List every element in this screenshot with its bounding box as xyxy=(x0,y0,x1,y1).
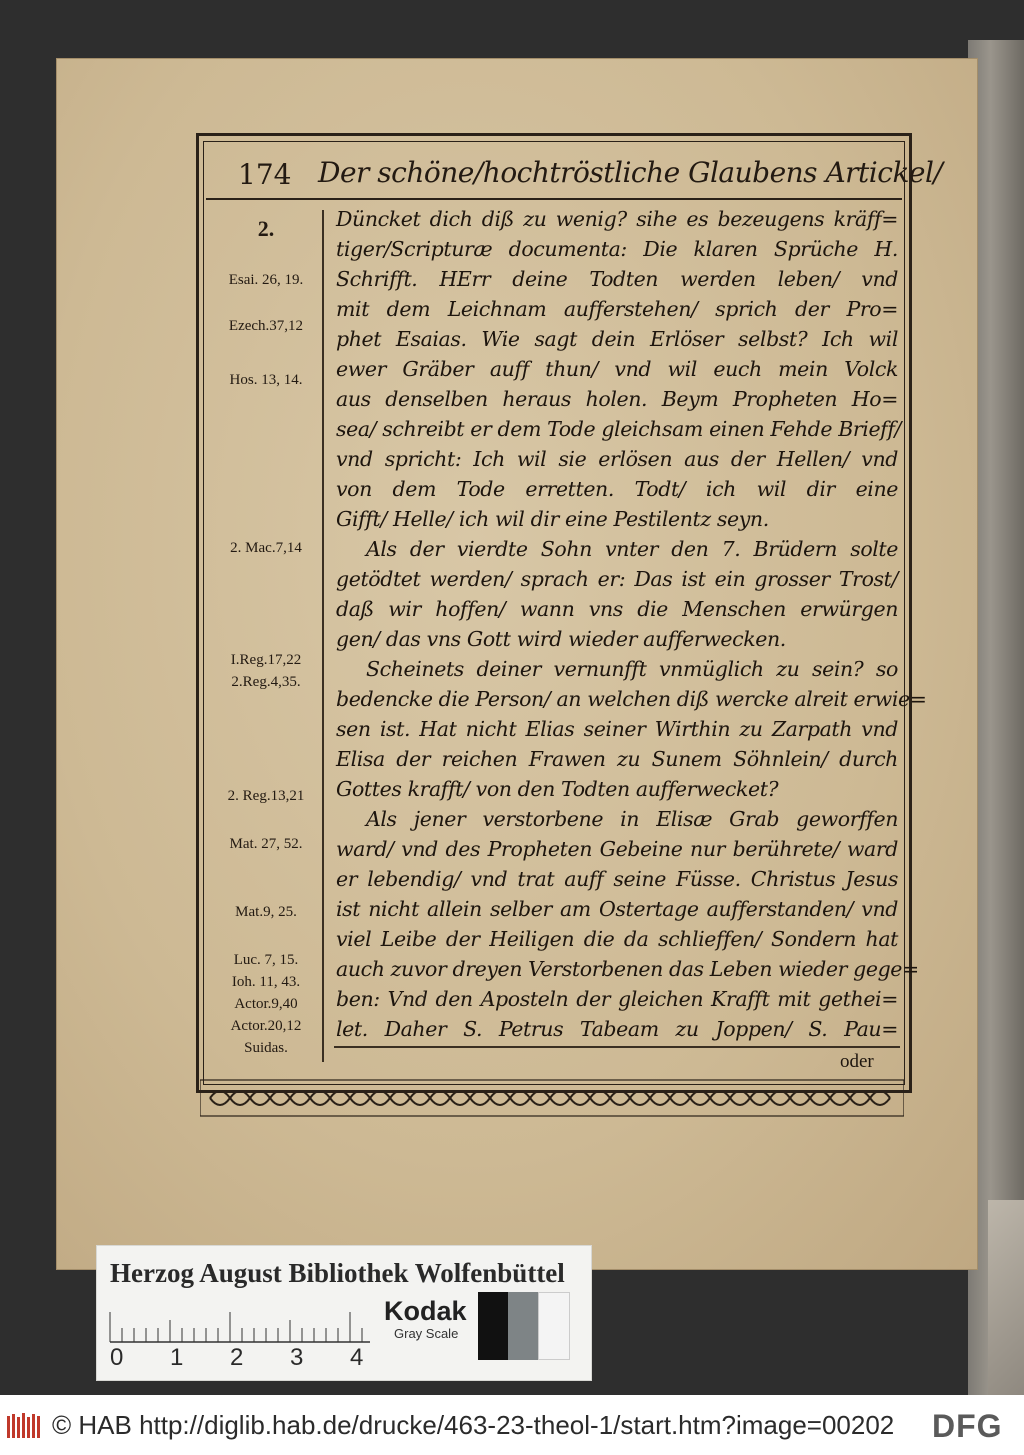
body-line: phet Esaias. Wie sagt dein Erlöser selbst? Ich wil xyxy=(336,327,898,351)
body-line: Elisa der reichen Frawen zu Sunem Söhnlein/ durch xyxy=(336,747,898,771)
ornamental-border xyxy=(200,1078,904,1118)
body-line: gen/ das vns Gott wird wieder aufferwecken. xyxy=(336,627,786,651)
margin-note: Mat.9, 25. xyxy=(235,904,297,920)
body-line: vnd spricht: Ich wil sie erlösen aus der Hellen/ vnd xyxy=(336,447,898,471)
body-line: viel Leibe der Heiligen die da schlieffen/ Sondern hat xyxy=(336,927,898,951)
body-line: getödtet werden/ sprach er: Das ist ein grosser Trost/ xyxy=(336,567,898,591)
ruler-number: 3 xyxy=(290,1344,304,1371)
body-line: Gottes krafft/ von den Todten aufferwecket? xyxy=(336,777,779,801)
body-line: tiger/Scripturæ documenta: Die klaren Sprüche H. xyxy=(336,237,898,261)
margin-note: Hos. 13, 14. xyxy=(229,372,303,388)
body-line: bedencke die Person/ an welchen diß wercke alreit erwie= xyxy=(336,687,927,711)
ruler-number: 2 xyxy=(230,1344,244,1371)
body-line: sen ist. Hat nicht Elias seiner Wirthin zu Zarpath vnd xyxy=(336,717,898,741)
kodak-brand: Kodak xyxy=(384,1296,467,1326)
body-line: ben: Vnd den Aposteln der gleichen Krafft mit gethei= xyxy=(336,987,898,1011)
gray-patch-white xyxy=(538,1292,570,1360)
margin-note: Luc. 7, 15. xyxy=(233,952,299,968)
margin-note: Esai. 26, 19. xyxy=(228,272,304,288)
body-line: ewer Gräber auff thun/ vnd wil euch mein Volck xyxy=(336,357,898,381)
body-line: sea/ schreibt er dem Tode gleichsam einen Fehde Brieff/ xyxy=(336,417,902,441)
dfg-logo: DFG xyxy=(932,1408,1003,1444)
header-rule xyxy=(206,198,902,200)
library-logo-icon xyxy=(6,1412,44,1440)
body-line: ward/ vnd des Propheten Gebeine nur berührete/ ward xyxy=(336,837,898,861)
body-line: Gifft/ Helle/ ich wil dir eine Pestilentz seyn. xyxy=(336,507,769,531)
margin-note: Actor.20,12 xyxy=(230,1018,302,1034)
body-line: Schrifft. HErr deine Todten werden leben/ vnd xyxy=(336,267,898,291)
body-line: auch zuvor dreyen Verstorbenen das Leben wieder gege= xyxy=(336,957,919,981)
margin-note: 2. Mac.7,14 xyxy=(230,540,302,556)
margin-note: Ezech.37,12 xyxy=(228,318,304,334)
body-line: Düncket dich diß zu wenig? sihe es bezeugens kräff= xyxy=(336,207,898,231)
running-head: Der schöne/hochtröstliche Glaubens Artickel/ xyxy=(318,156,943,189)
margin-note: Actor.9,40 xyxy=(234,996,298,1012)
margin-column-rule xyxy=(322,210,324,1062)
body-line: von dem Tode erretten. Todt/ ich wil dir eine xyxy=(336,477,898,501)
footer-rule xyxy=(334,1046,900,1048)
footer-credit-link[interactable]: © HAB http://diglib.hab.de/drucke/463-23-theol-1/start.htm?image=00202 xyxy=(52,1410,895,1440)
catchword: oder xyxy=(840,1051,874,1072)
gray-patch-mid xyxy=(508,1292,538,1360)
ruler-number: 4 xyxy=(350,1344,364,1371)
margin-note: 2.Reg.4,35. xyxy=(231,674,301,690)
body-line: Als der vierdte Sohn vnter den 7. Brüdern solte xyxy=(366,537,898,561)
ruler-number: 0 xyxy=(110,1344,124,1371)
gray-patch-black xyxy=(478,1292,508,1360)
section-number: 2. xyxy=(257,216,275,241)
body-line: ist nicht allein selber am Ostertage aufferstanden/ vnd xyxy=(336,897,898,921)
margin-note: 2. Reg.13,21 xyxy=(227,788,305,804)
body-line: Als jener verstorbene in Elisæ Grab geworffen xyxy=(366,807,898,831)
library-label-title: Herzog August Bibliothek Wolfenbüttel xyxy=(110,1258,565,1288)
body-line: er lebendig/ vnd trat auff seine Füsse. Christus Jesus xyxy=(336,867,898,891)
margin-note: Suidas. xyxy=(244,1040,288,1056)
body-line: daß wir hoffen/ wann vns die Menschen erwürgen xyxy=(336,597,898,621)
margin-note: I.Reg.17,22 xyxy=(230,652,302,668)
page-number: 174 xyxy=(238,158,292,191)
gray-scale-label: Gray Scale xyxy=(394,1326,459,1341)
body-line: mit dem Leichnam aufferstehen/ sprich der Pro= xyxy=(336,297,898,321)
margin-note: Ioh. 11, 43. xyxy=(231,974,301,990)
body-line: aus denselben heraus holen. Beym Propheten Ho= xyxy=(336,387,898,411)
body-line: Scheinets deiner vernunfft vnmüglich zu sein? so xyxy=(366,657,898,681)
body-line: let. Daher S. Petrus Tabeam zu Joppen/ S. Pau= xyxy=(336,1017,898,1041)
margin-note: Mat. 27, 52. xyxy=(229,836,303,852)
ruler-number: 1 xyxy=(170,1344,184,1371)
